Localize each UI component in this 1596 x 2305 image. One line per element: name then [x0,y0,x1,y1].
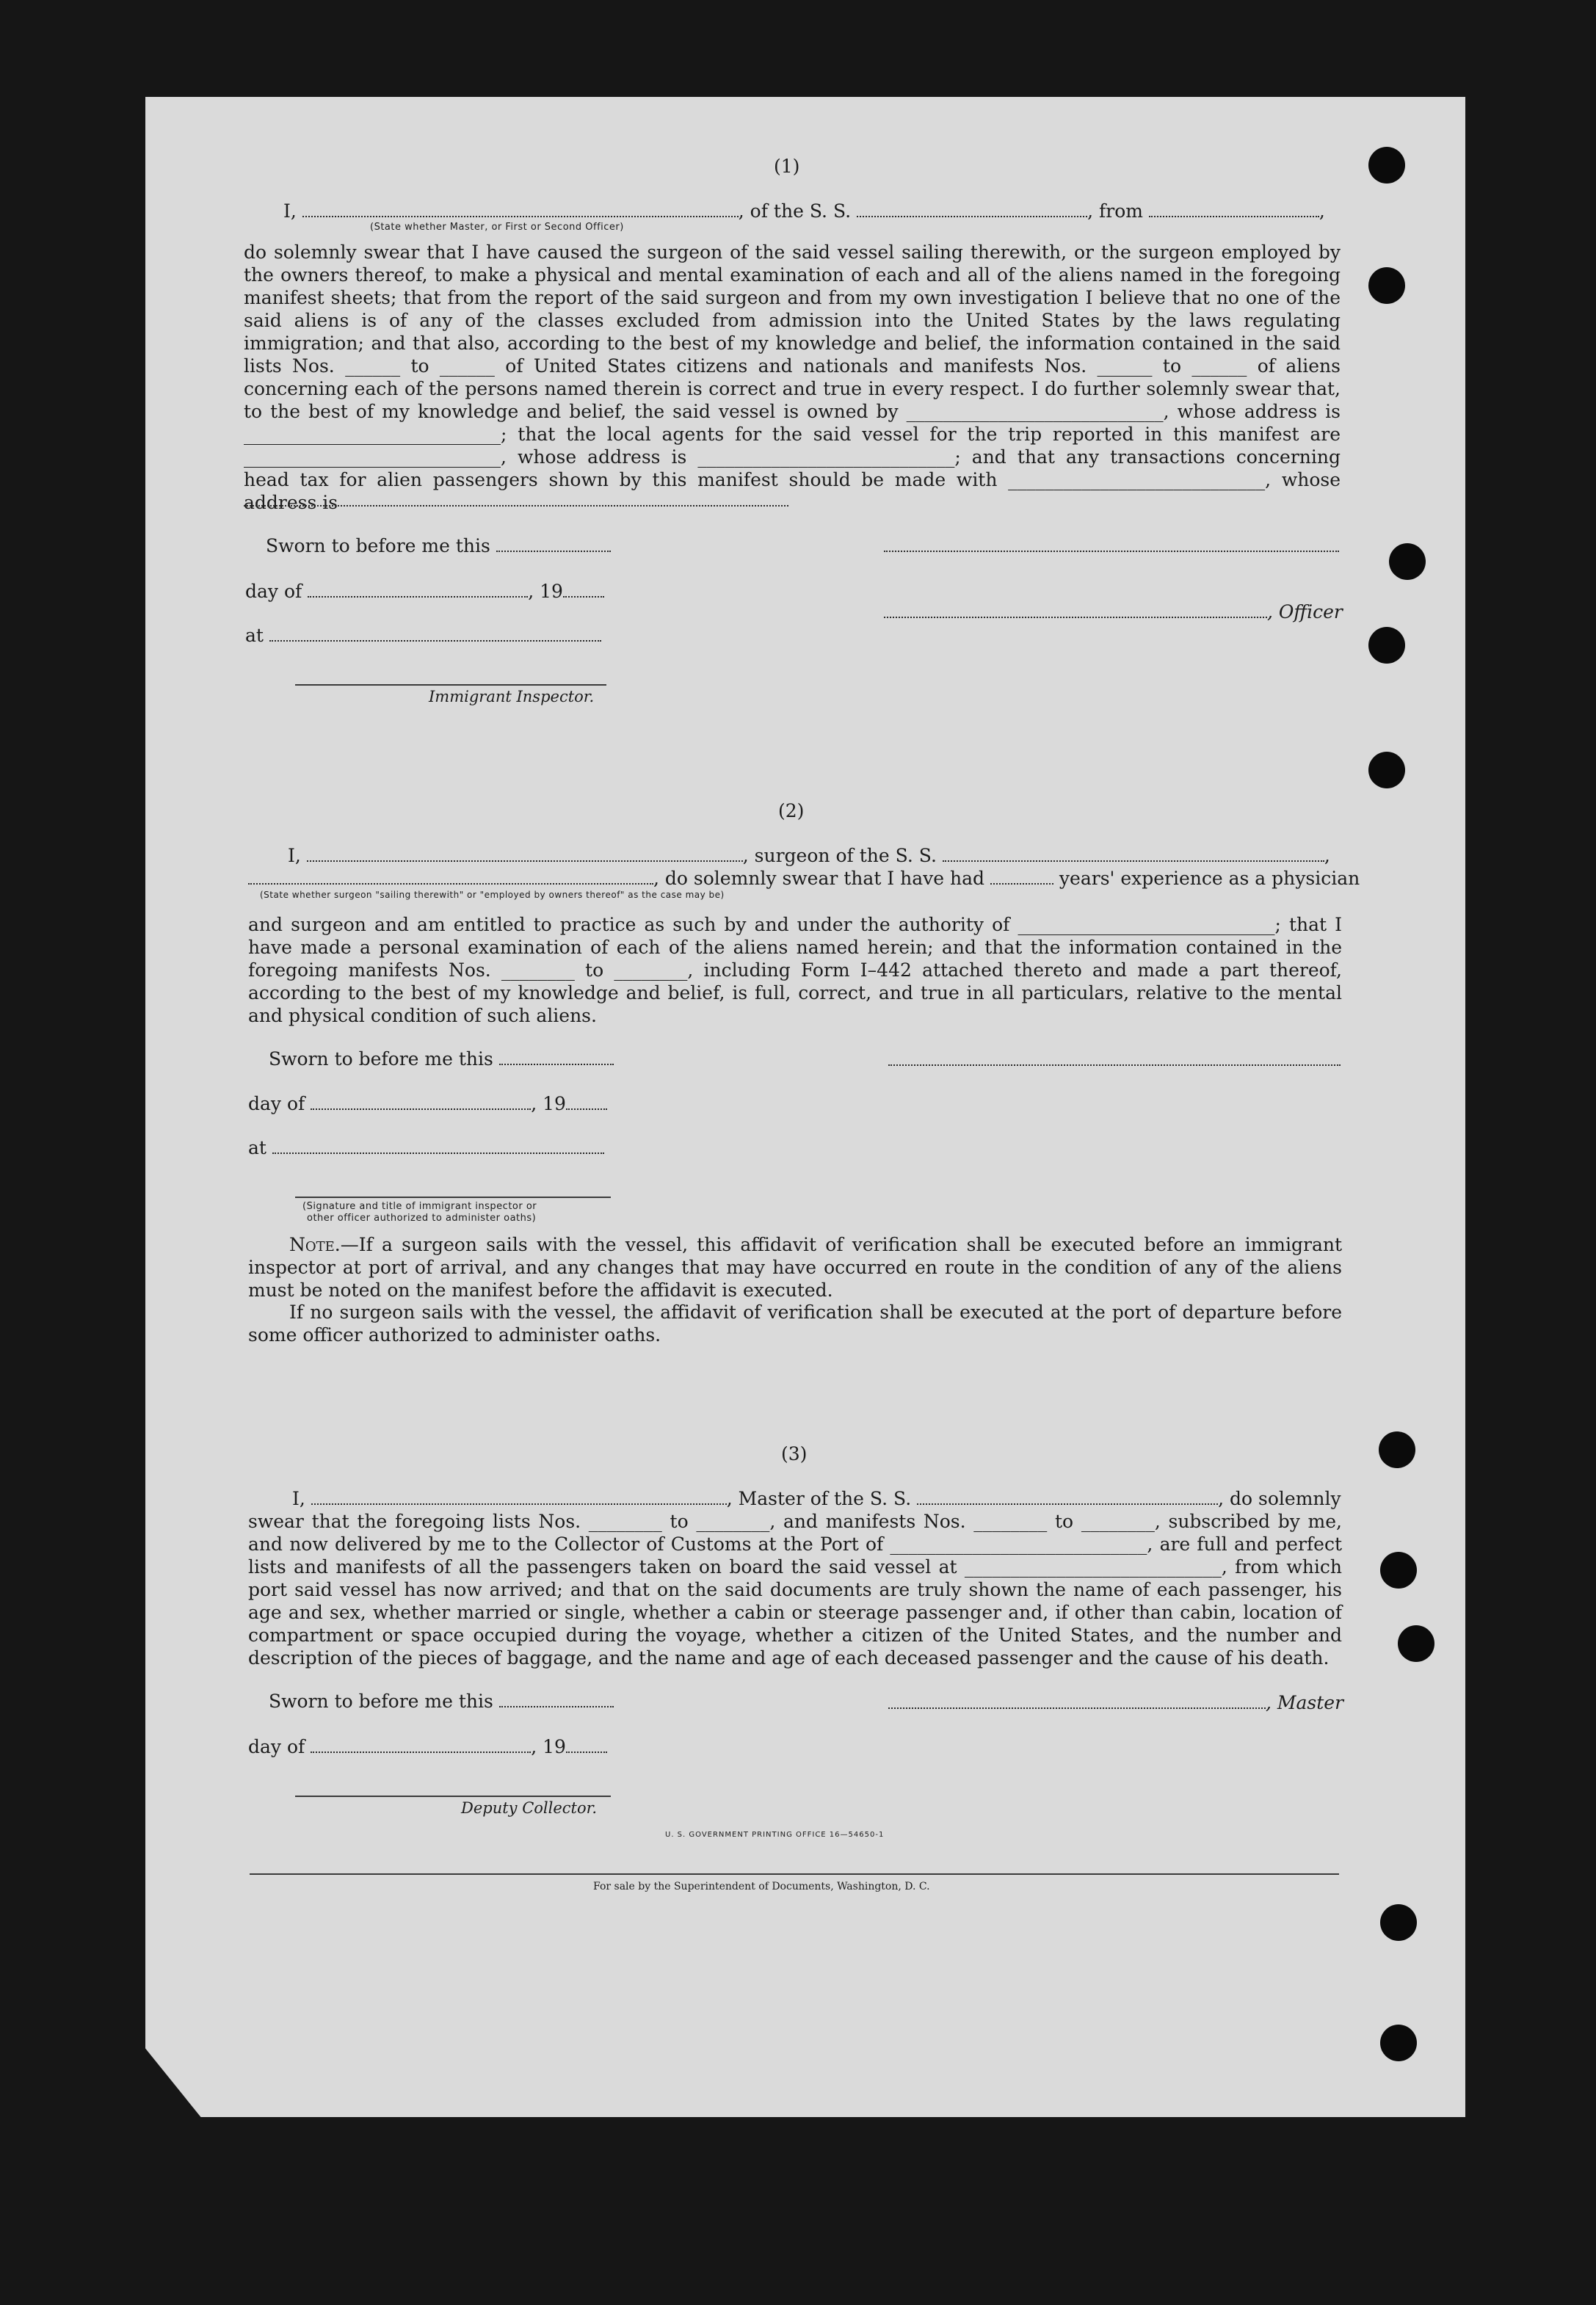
punch-hole [1380,1904,1417,1941]
section-2-number: (2) [778,800,805,821]
punch-hole [1368,752,1405,788]
deputy-collector-label: Deputy Collector. [461,1799,598,1817]
day-of-1-month-blank [308,581,528,598]
oath-1-first-line [283,200,1325,222]
sworn-3 [269,1690,614,1713]
sworn-1 [266,534,611,557]
surgeon-status-blank [248,868,653,885]
sworn-3-label: Sworn to before me this [269,1691,493,1712]
surgeon-status-note: (State whether surgeon "sailing therewith" or "employed by owners thereof" as the case may be) [260,890,725,900]
year-2-label: , 19 [531,1093,566,1114]
officer-rank-note: (State whether Master, or First or Second Officer) [370,222,624,233]
at-2-label: at [248,1137,266,1158]
year-1-blank [563,581,604,598]
sworn-3-day-blank [499,1691,614,1707]
sworn-1-day-blank [496,536,611,552]
day-of-1 [245,580,604,603]
day-of-2-month-blank [311,1094,531,1110]
oath-3-opening: I, [292,1488,305,1509]
punch-hole [1380,1552,1417,1589]
vessel-name-3-blank [917,1489,1218,1505]
master-signature-blank [888,1693,1266,1709]
note-label: Note. [289,1234,341,1255]
signature-note-2: other officer authorized to administer oaths) [307,1213,537,1224]
master-signature-line [888,1691,1343,1714]
punch-hole [1379,1431,1415,1468]
day-of-1-label: day of [245,581,302,602]
vessel-name-2-blank [943,846,1324,862]
do-solemnly-2: , do solemnly swear that I have had [653,868,985,889]
address-line-blank [244,505,788,507]
punch-hole [1389,543,1426,580]
day-of-3-label: day of [248,1736,305,1757]
note-paragraph-2: If no surgeon sails with the vessel, the affidavit of verification shall be executed at the port of departure before some officer authorized to administer oaths. [248,1302,1342,1346]
departure-port-blank [1149,201,1319,217]
gpo-imprint: U. S. GOVERNMENT PRINTING OFFICE 16—54650-1 [665,1831,885,1839]
master-name-blank [311,1489,727,1505]
punch-hole [1380,2025,1417,2061]
note-paragraph [248,1233,1342,1302]
oath-1-body: do solemnly swear that I have caused the surgeon of the said vessel sailing therewith, or the surgeon employed by the owners thereof, to make a physical and mental examination of each and all of the aliens named in the foregoing manifest sheets; that from the report of the said surgeon and from my own investigation I believe that no one of the said aliens is of any of the classes excluded from admission into the United States by the laws regulating immigration; and that also, according to the best of my knowledge and belief, the information contained in the said lists Nos. ______ to ______ of United States citizens and nationals and manifests Nos. ______ to ______ of aliens concerning each of the persons named therein is correct and true in every respect. I do further solemnly swear that, to the best of my knowledge and belief, the said vessel is owned by ____________________________, whose address is ____________________________; that the local agents for the said vessel for the trip reported in this manifest are ____________________________, whose address is ____________________________; and that any transactions concerning head tax for alien passengers shown by this manifest should be made with ____________________________, whose address is [244,242,1341,513]
section-3-number: (3) [781,1443,808,1464]
years-blank [990,868,1053,885]
surgeon-of-ss: , surgeon of the S. S. [742,845,937,866]
year-3-blank [566,1737,607,1753]
immigrant-inspector-label: Immigrant Inspector. [429,688,595,705]
surgeon-name-blank [307,846,743,862]
day-of-3 [248,1735,607,1758]
oath-2-first-line [288,844,1330,867]
note-text: —If a surgeon sails with the vessel, this affidavit of verification shall be executed before an immigrant inspector at port of arrival, and any changes that may have occurred en route in the condition of any of the aliens must be noted on the manifest before the affidavit is executed. [248,1234,1342,1301]
comma: , [1318,200,1325,222]
sworn-1-label: Sworn to before me this [266,535,490,556]
day-of-2 [248,1092,607,1115]
punch-hole [1368,267,1405,304]
inspector-2-signature-line [295,1197,611,1198]
at-1-label: at [245,625,264,646]
surgeon-signature-line [888,1064,1341,1066]
at-1 [245,624,601,647]
vessel-name-blank [857,201,1087,217]
oath-1-from: , from [1087,200,1143,222]
sale-notice: For sale by the Superintendent of Documents, Washington, D. C. [593,1881,930,1892]
sworn-2 [269,1048,614,1070]
sworn-2-day-blank [499,1049,614,1065]
sworn-2-label: Sworn to before me this [269,1048,493,1070]
oath-2-opening: I, [288,845,301,866]
year-3-label: , 19 [531,1736,566,1757]
officer-title-blank [884,602,1267,618]
oath-1-opening: I, [283,200,297,222]
oath-2-second-line [248,867,1360,890]
officer-title-line [884,600,1343,623]
year-2-blank [566,1094,607,1110]
punch-hole [1368,147,1405,184]
master-of-ss: , Master of the S. S. [726,1488,912,1509]
officer-name-blank [302,201,739,217]
oath-3-first-line [292,1487,1341,1510]
at-2-place-blank [272,1138,604,1154]
officer-signature-line [884,551,1339,552]
at-1-place-blank [269,625,601,642]
oath-3-body: swear that the foregoing lists Nos. ________ to ________, and manifests Nos. ________ to ________, subscribed by me, and now delivered by me to the Collector of Customs at the Port of ____________________________, are full and perfect lists and manifests of all the passengers taken on board the said vessel at ____________________________, from which port said vessel has now arrived; and that on the said documents are truly shown the name of each passenger, his age and sex, whether married or single, whether a cabin or steerage passenger and, if other than cabin, location of compartment or space occupied during the voyage, whether a citizen of the United States, and the number and description of the pieces of baggage, and the name and age of each deceased passenger and the cause of his death. [248,1511,1342,1669]
year-1-label: , 19 [528,581,563,602]
day-of-2-label: day of [248,1093,305,1114]
oath-2-body: and surgeon and am entitled to practice as such by and under the authority of ____________________________; that I have made a personal examination of each of the aliens named herein; and that the information contained in the foregoing manifests Nos. ________ to ________, including Form I–442 attached thereto and made a part thereof, according to the best of my knowledge and belief, is full, correct, and true in all particulars, relative to the mental and physical condition of such aliens. [248,914,1342,1026]
day-of-3-month-blank [311,1737,531,1753]
years-experience-label: years' experience as a physician [1059,868,1360,889]
officer-label: , Officer [1267,601,1343,622]
oath-1-of-ss: , of the S. S. [738,200,852,222]
do-solemnly-3: , do solemnly [1218,1488,1341,1509]
punch-hole [1398,1625,1434,1662]
comma: , [1324,845,1330,866]
section-1-number: (1) [774,156,800,177]
footer-rule [250,1873,1339,1875]
at-2 [248,1136,604,1159]
signature-note-1: (Signature and title of immigrant inspector or [302,1201,537,1212]
punch-hole [1368,627,1405,664]
master-label: , Master [1266,1692,1344,1713]
